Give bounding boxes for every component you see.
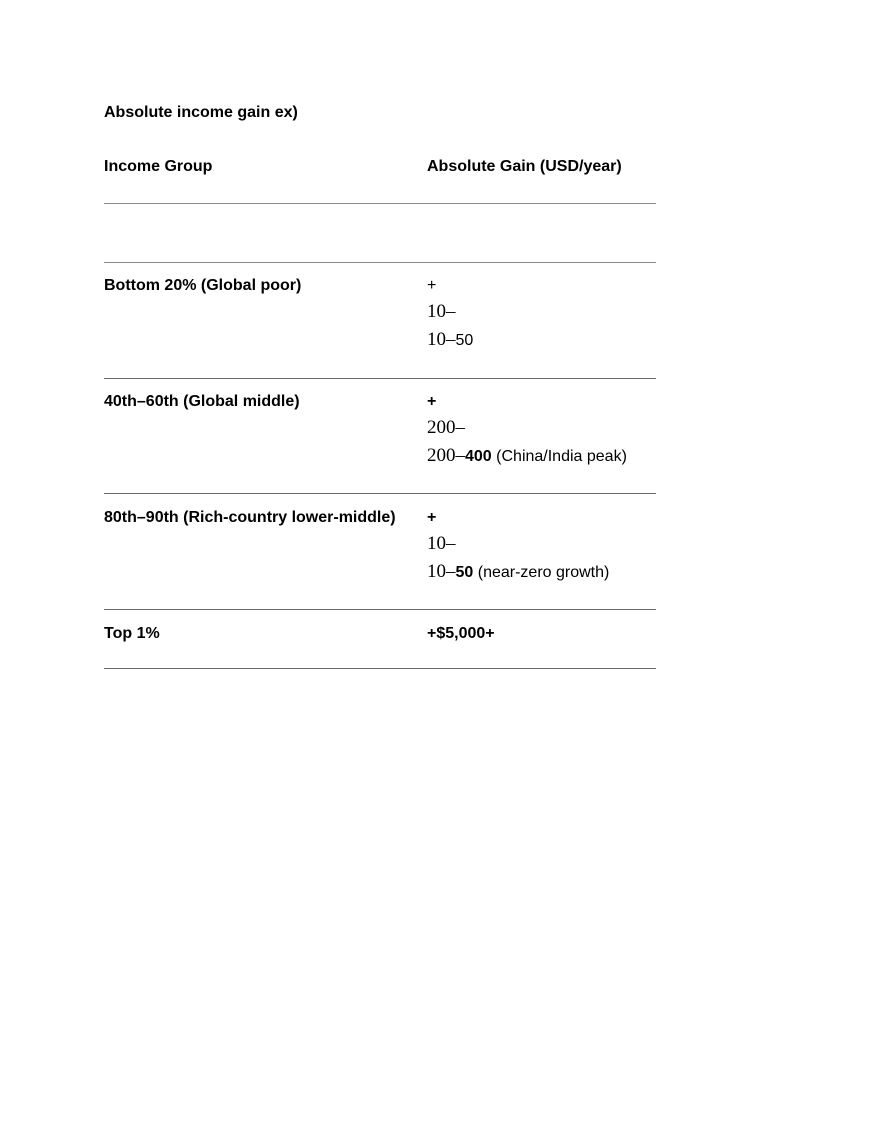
gain-sign: + xyxy=(427,393,437,410)
gain-range-low: 10– xyxy=(427,329,456,350)
table-rule xyxy=(104,668,656,669)
gain-range-high: 400 xyxy=(465,448,492,465)
gain-range-high: 50 xyxy=(455,564,474,581)
gain-range-low: 200– xyxy=(427,445,465,466)
table-rule xyxy=(104,378,656,379)
row-gain-value xyxy=(427,508,609,586)
gain-note: (near-zero growth) xyxy=(477,564,610,581)
gain-range xyxy=(427,558,609,586)
row-group-label: Bottom 20% (Global poor) xyxy=(104,277,302,294)
table-rule xyxy=(104,203,656,204)
gain-note: (China/India peak) xyxy=(496,448,627,465)
header-income-group: Income Group xyxy=(104,158,213,175)
gain-range-high: 50 xyxy=(455,332,474,349)
document-title: Absolute income gain ex) xyxy=(104,104,298,121)
row-gain-value: +$5,000+ xyxy=(427,625,495,642)
gain-range-start: 10– xyxy=(427,301,456,322)
row-group-label: 40th–60th (Global middle) xyxy=(104,393,300,410)
row-gain-value xyxy=(427,392,627,470)
gain-range-start: 200– xyxy=(427,417,465,438)
row-gain-value xyxy=(427,276,473,354)
gain-range-start: 10– xyxy=(427,533,456,554)
table-rule xyxy=(104,609,656,610)
gain-sign: + xyxy=(427,277,437,294)
gain-range xyxy=(427,442,627,470)
gain-range xyxy=(427,326,473,354)
row-group-label: Top 1% xyxy=(104,625,160,642)
row-group-label: 80th–90th (Rich-country lower-middle) xyxy=(104,509,396,526)
gain-range-low: 10– xyxy=(427,561,456,582)
header-absolute-gain: Absolute Gain (USD/year) xyxy=(427,158,622,175)
table-rule xyxy=(104,493,656,494)
gain-sign: + xyxy=(427,509,437,526)
table-rule xyxy=(104,262,656,263)
